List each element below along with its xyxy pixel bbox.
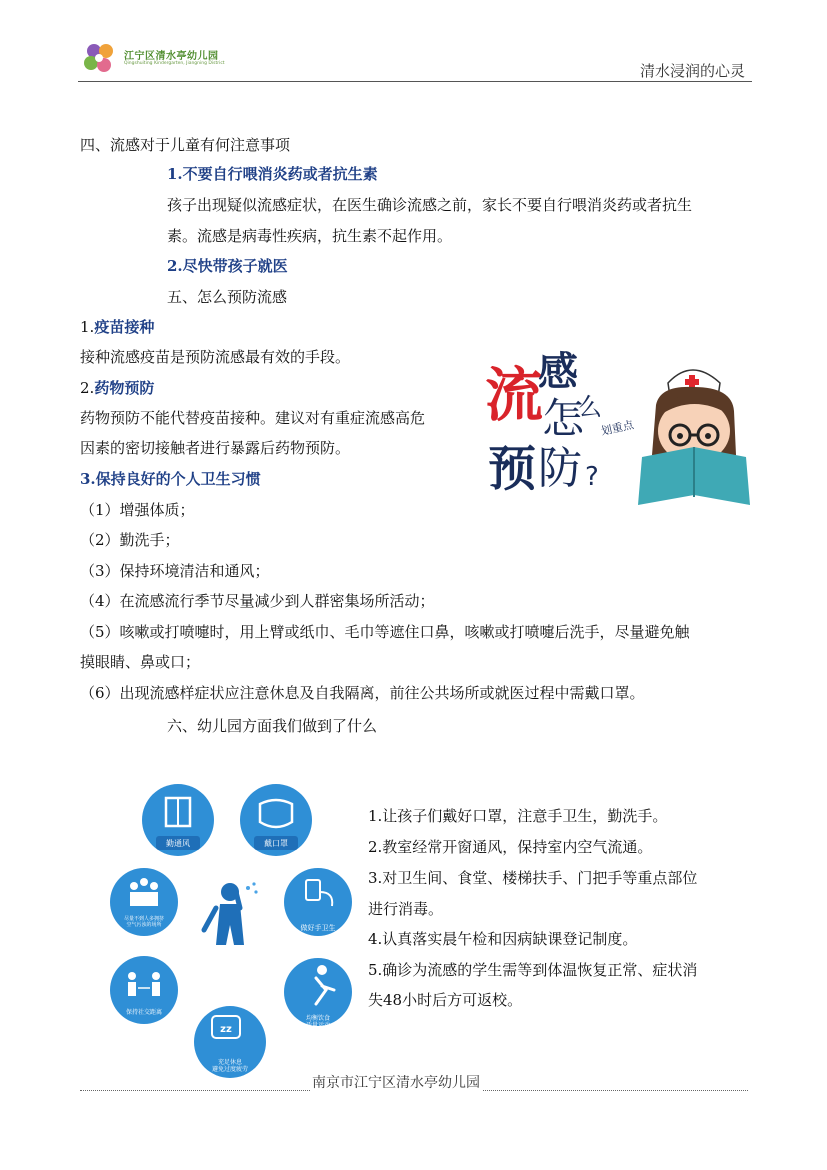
prevention-point-2 — [80, 378, 154, 398]
illustration-char-me: 么 — [578, 393, 602, 421]
kindergarten-logo — [80, 38, 120, 78]
measure-item: 失48小时后方可返校。 — [368, 991, 523, 1009]
badge-label: 做好手卫生 — [300, 924, 336, 932]
habit-item: （4）在流感流行季节尽量减少到人群密集场所活动； — [80, 592, 435, 610]
illustration-char-liu: 流 — [485, 361, 544, 429]
point-title: 保持良好的个人卫生习惯 — [95, 470, 261, 488]
handwash-badge — [284, 868, 352, 936]
point-body: 因素的密切接触者进行暴露后药物预防。 — [80, 439, 351, 457]
illustration-char-gan: 感 — [538, 349, 578, 395]
crowd-icon — [130, 882, 138, 890]
point-number: 1. — [80, 318, 95, 336]
header-divider — [78, 81, 752, 82]
illustration-char-fang: 防 — [538, 443, 582, 494]
badge-label: 勤通风 — [166, 839, 190, 848]
rest-badge — [194, 1006, 266, 1078]
tag-text: 划重点 — [599, 418, 635, 438]
measure-item: 3.对卫生间、食堂、楼梯扶手、门把手等重点部位 — [368, 869, 698, 887]
habit-item: （5）咳嗽或打喷嚏时，用上臂或纸巾、毛巾等遮住口鼻，咳嗽或打喷嚏后洗手，尽量避免触 — [80, 623, 690, 641]
point-number: 3. — [80, 470, 96, 488]
ventilate-badge — [142, 784, 214, 856]
measure-item: 1.让孩子们戴好口罩，注意手卫生，勤洗手。 — [368, 807, 668, 825]
prevention-point-1 — [80, 317, 154, 337]
running-icon — [317, 965, 327, 975]
point-title: 疫苗接种 — [94, 318, 155, 336]
point-body: 药物预防不能代替疫苗接种。建议对有重症流感高危 — [80, 409, 426, 427]
habit-item: （2）勤洗手； — [80, 531, 180, 549]
coughing-person-icon — [204, 882, 258, 945]
measure-item: 5.确诊为流感的学生需等到体温恢复正常、症状消 — [368, 961, 698, 979]
svg-text:zz: zz — [220, 1024, 232, 1035]
avoid-crowd-badge — [110, 868, 178, 936]
habit-item: 摸眼睛、鼻或口； — [80, 653, 201, 671]
illustration-char-yu: 预 — [488, 441, 537, 497]
section4-heading: 四、流感对于儿童有何注意事项 — [80, 136, 291, 154]
badge-label: 尽量不到人多拥挤空气污浊的场所 — [123, 916, 165, 928]
point-title: 药物预防 — [94, 379, 155, 397]
prevention-measures-graphic — [108, 780, 353, 1085]
prevention-point-3 — [80, 469, 261, 489]
mask-badge — [240, 784, 312, 856]
habit-item: （6）出现流感样症状应注意休息及自我隔离，前往公共场所或就医过程中需戴口罩。 — [80, 684, 645, 702]
point-number: 2. — [80, 379, 95, 397]
distance-badge — [110, 956, 178, 1024]
section4-item2-title: 2.尽快带孩子就医 — [167, 257, 288, 275]
measure-item: 进行消毒。 — [368, 900, 444, 918]
habit-item: （3）保持环境清洁和通风； — [80, 562, 270, 580]
badge-label: 充足休息避免过度疲劳 — [211, 1059, 249, 1073]
measure-item: 2.教室经常开窗通风，保持室内空气流通。 — [368, 838, 653, 856]
measure-item: 4.认真落实晨午检和因病缺课登记制度。 — [368, 930, 638, 948]
badge-label: 均衡饮食适量运动 — [305, 1015, 331, 1029]
section4-item1-title: 1.不要自行喂消炎药或者抗生素 — [167, 165, 378, 183]
flu-prevention-illustration — [480, 345, 755, 510]
habit-item: （1）增强体质； — [80, 501, 195, 519]
badge-label: 保持社交距离 — [125, 1009, 163, 1016]
illustration-question: ? — [585, 462, 599, 492]
badge-label: 戴口罩 — [264, 839, 288, 848]
footer-text: 南京市江宁区清水亭幼儿园 — [310, 1072, 482, 1092]
illustration-char-zen: 怎 — [542, 394, 585, 443]
section4-item1-body: 素。流感是病毒性疾病，抗生素不起作用。 — [167, 227, 453, 245]
section4-item1-body: 孩子出现疑似流感症状，在医生确诊流感之前，家长不要自行喂消炎药或者抗生 — [167, 196, 693, 214]
diet-exercise-badge — [284, 958, 352, 1029]
distance-icon — [128, 972, 136, 980]
header-slogan: 清水浸润的心灵 — [640, 62, 746, 80]
logo-name: 江宁区清水亭幼儿园 — [124, 51, 219, 62]
logo-subtitle: Qingshuiting Kindergarten, Jiangning District — [124, 61, 225, 66]
section6-heading: 六、幼儿园方面我们做到了什么 — [167, 717, 378, 735]
point-body: 接种流感疫苗是预防流感最有效的手段。 — [80, 348, 351, 366]
section5-heading: 五、怎么预防流感 — [167, 288, 288, 306]
nurse-icon — [638, 370, 750, 505]
highlight-tag — [600, 417, 636, 438]
